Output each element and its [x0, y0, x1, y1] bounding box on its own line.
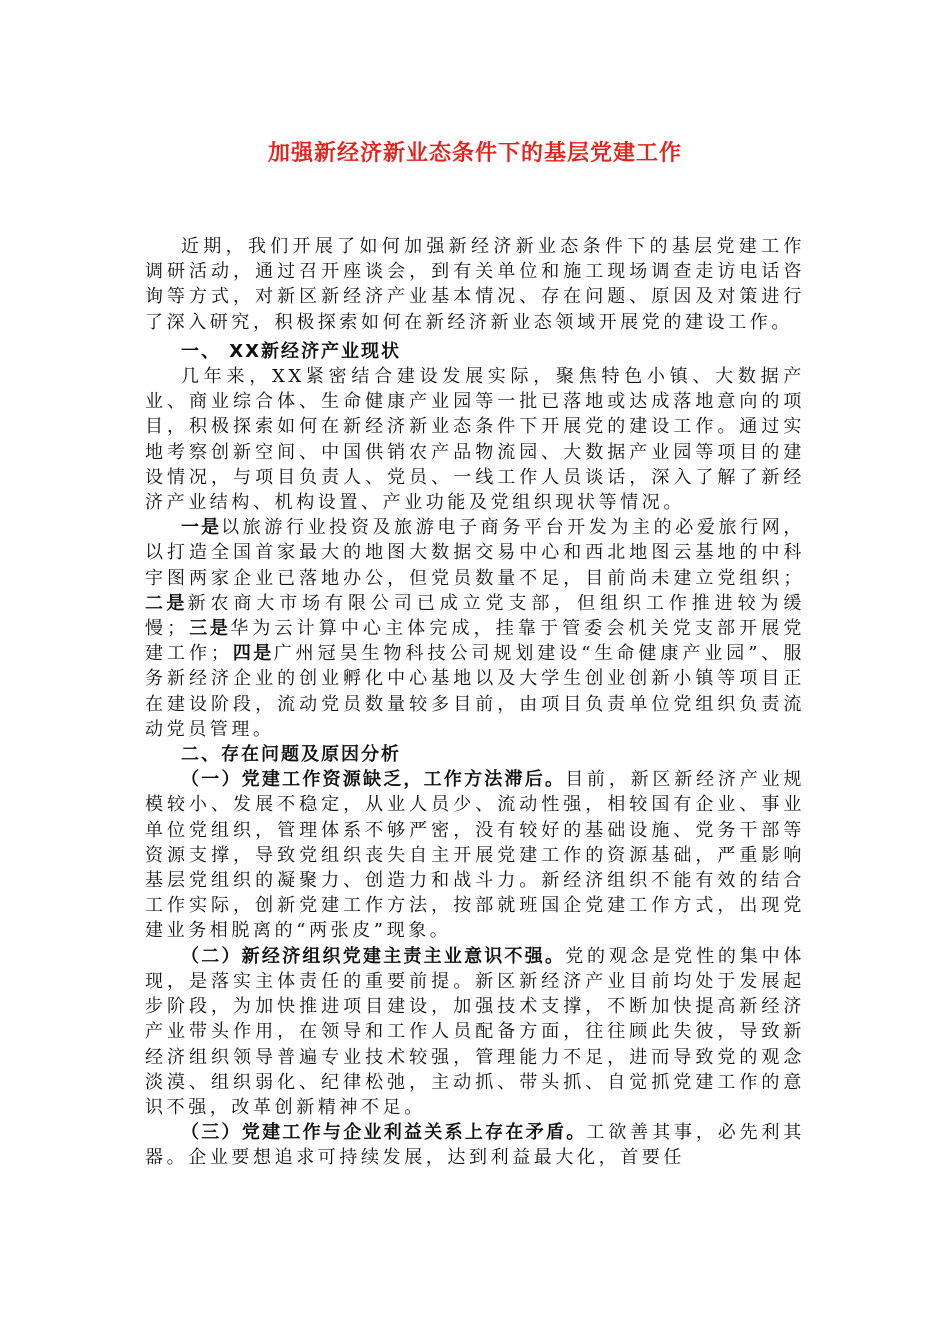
- point-2-text: 新农商大市场有限公司已成立党支部，但组织工作推进较为缓慢；: [145, 592, 806, 640]
- problem-1-lead: （一）党建工作资源缺乏，工作方法滞后。: [181, 769, 566, 791]
- problem-3-text: 工欲善其事，必先利其器。企业要想追求可持续发展，达到利益最大化，首要任: [145, 1122, 805, 1169]
- point-4-label: 四是: [232, 643, 274, 665]
- section1-paragraph-1: 几年来，XX紧密结合建设发展实际，聚焦特色小镇、大数据产业、商业综合体、生命健康产业园等一批已落地或达成落地意向的项目，积极探索如何在新经济新业态条件下开展党的建设工作。通过实地考察创新空间、中国供销农产品物流园、大数据产业园等项目的建设情况，与项目负责人、党员、一线工作人员谈话，深入了解了新经济产业结构、机构设置、产业功能及党组织现状等情况。: [145, 366, 805, 514]
- document-title: 加强新经济新业态条件下的基层党建工作: [267, 141, 682, 166]
- point-2-label: 二是: [145, 592, 188, 614]
- problem-3-lead: （三）党建工作与企业利益关系上存在矛盾。: [181, 1122, 587, 1144]
- point-1-text: 以旅游行业投资及旅游电子商务平台开发为主的必爱旅行网，以打造全国首家最大的地图大数据交易中心和西北地图云基地的中科宇图两家企业已落地办公，但党员数量不足，目前尚未建立党组织；: [145, 517, 805, 589]
- problem-2-text: 党的观念是党性的集中体现，是落实主体责任的重要前提。新区新经济产业目前均处于发展起步阶段，为加快推进项目建设，加强技术支撑，不断加快提高新经济产业带头作用，在领导和工作人员配备方面，往往顾此失彼，导致新经济组织领导普遍专业技术较强，管理能力不足，进而导致党的观念淡漠、组织弱化、纪律松弛，主动抓、带头抓、自觉抓党建工作的意识不强，改革创新精神不足。: [145, 945, 805, 1118]
- document-body: [145, 234, 805, 1171]
- problem-2-lead: （二）新经济组织党建主责主业意识不强。: [181, 945, 566, 967]
- section2-heading: 二、存在问题及原因分析: [181, 744, 401, 766]
- problem-1-text: 目前，新区新经济产业规模较小、发展不稳定，从业人员少、流动性强，相较国有企业、事业单位党组织，管理体系不够严密，没有较好的基础设施、党务干部等资源支撑，导致党组织丧失自主开展党建工作的资源基础，严重影响基层党组织的凝聚力、创造力和战斗力。新经济组织不能有效的结合工作实际，创新党建工作方法，按部就班国企党建工作方式，出现党建业务相脱离的“两张皮”现象。: [145, 769, 805, 942]
- section1-heading: 一、 XX新经济产业现状: [181, 340, 402, 362]
- section2-paragraph-1: [145, 767, 805, 943]
- point-3-text: 华为云计算中心主体完成，挂靠于管委会机关党支部开展党建工作；: [145, 618, 806, 665]
- intro-paragraph: 近期，我们开展了如何加强新经济新业态条件下的基层党建工作调研活动，通过召开座谈会，到有关单位和施工现场调查走访电话咨询等方式，对新区新经济产业基本情况、存在问题、原因及对策进行了深入研究，积极探索如何在新经济新业态领域开展党的建设工作。: [145, 236, 805, 333]
- point-4-text: 广州冠昊生物科技公司规划建设“生命健康产业园”、服务新经济企业的创业孵化中心基地以及大学生创业创新小镇等项目正在建设阶段，流动党员数量较多目前，由项目负责单位党组织负责流动党员管理。: [145, 643, 806, 740]
- section2-paragraph-2: [145, 944, 805, 1120]
- section2-paragraph-3: [145, 1120, 805, 1170]
- point-3-label: 三是: [188, 618, 231, 640]
- section1-paragraph-2: [145, 515, 805, 742]
- point-1-label: 一是: [181, 517, 222, 539]
